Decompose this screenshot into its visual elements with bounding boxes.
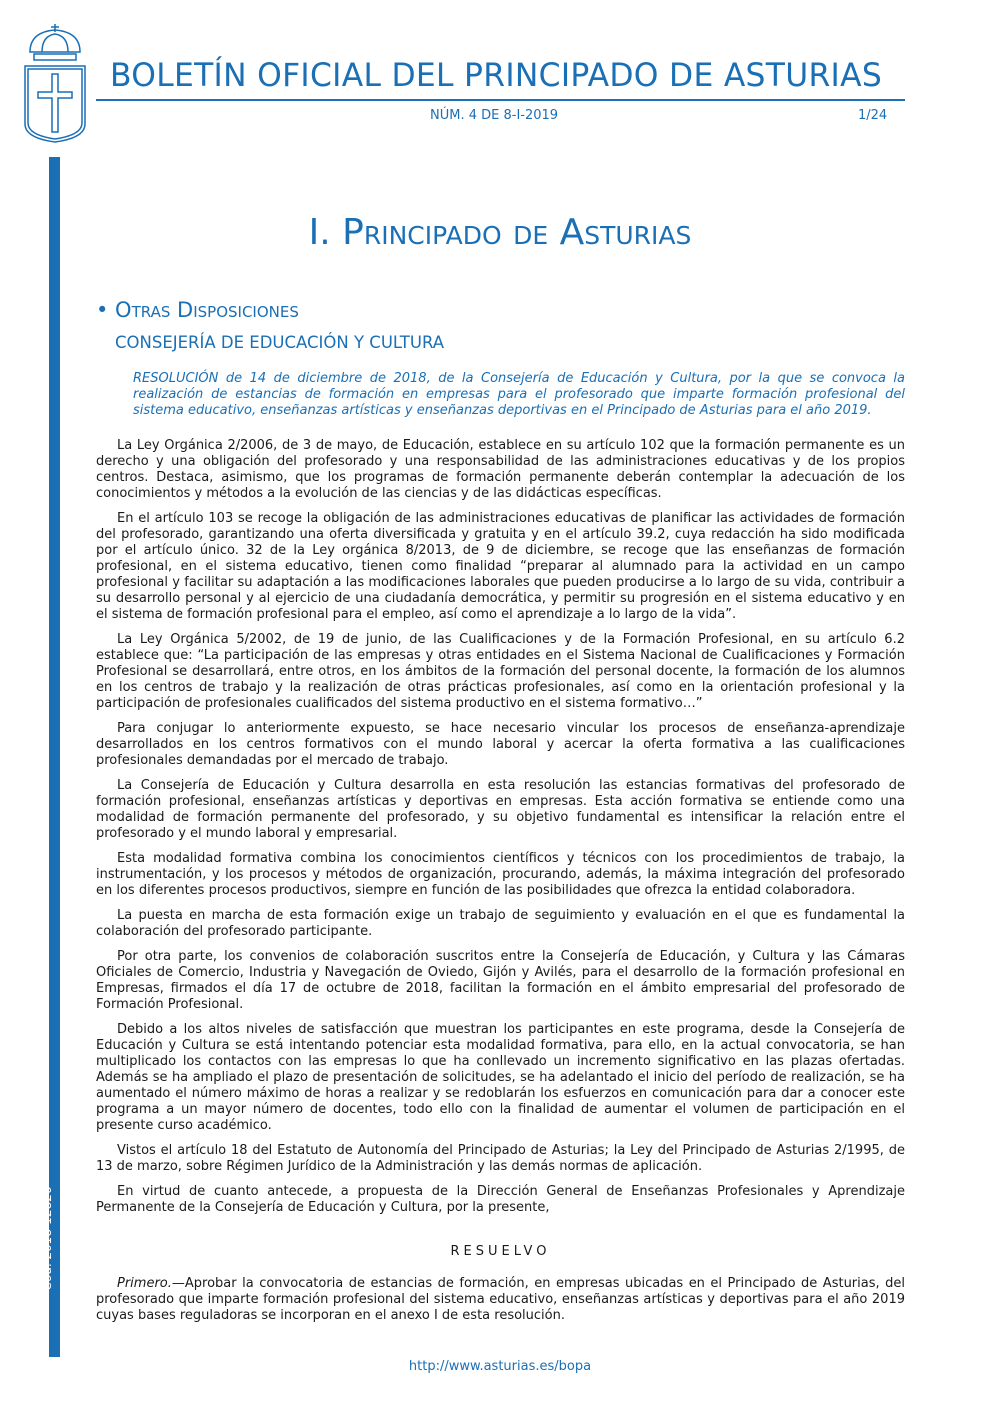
issue-number: NÚM. 4 DE 8-I-2019 [430,108,559,123]
subsection-heading: • Otras Disposiciones [96,298,299,322]
side-bar [49,157,60,1357]
paragraph: La Ley Orgánica 5/2002, de 19 de junio, de las Cualificaciones y de la Formación Profesional, en su artículo 6.2 establece que: “La participación de las empresas y otras entidades en el Sistema Nacional de Cualificaciones y Formación Profesional se desarrollará, entre otros, en los ámbitos de la formación del personal docente, la formación de los alumnos en los centros de trabajo y la realización de otras prácticas profesionales, así como en la orientación profesional y la participación de profesionales cualificados del sistema productivo en el sistema formativo…” [96,632,905,711]
resuelvo-heading: RESUELVO [450,1244,551,1259]
paragraph: Vistos el artículo 18 del Estatuto de Autonomía del Principado de Asturias; la Ley del Principado de Asturias 2/1995, de 13 de marzo, sobre Régimen Jurídico de la Administración y las demás normas de aplicación. [96,1143,905,1174]
department-heading: CONSEJERÍA DE EDUCACIÓN Y CULTURA [115,333,445,352]
paragraph: La Ley Orgánica 2/2006, de 3 de mayo, de Educación, establece en su artículo 102 que la formación permanente es un derecho y una obligación del profesorado y una responsabilidad de las administraciones educativas y de los propios centros. Destaca, asimismo, que los programas de formación permanente deberán contemplar la adecuación de los conocimientos y métodos a la evolución de las ciencias y de las didácticas específicas. [96,438,905,501]
paragraph: Esta modalidad formativa combina los conocimientos científicos y técnicos con los procedimientos de trabajo, la instrumentación, y los procesos y métodos de organización, procurando, además, la máxima integración del profesorado en los diferentes procesos productivos, siempre en función de las posibilidades que ofrezca la entidad colaboradora. [96,851,905,898]
paragraph: La Consejería de Educación y Cultura desarrolla en esta resolución las estancias formativas del profesorado de formación profesional, enseñanzas artísticas y deportivas en empresas. Esta acción formativa se entiende como una modalidad de formación permanente del profesorado, y su objetivo fundamental es intensificar la relación entre el profesorado y el mundo laboral y empresarial. [96,778,905,841]
paragraph: En el artículo 103 se recoge la obligación de las administraciones educativas de planificar las actividades de formación del profesorado, garantizando una oferta diversificada y gratuita y en el artículo 39.2, cuya redacción ha sido modificada por el artículo único. 32 de la Ley orgánica 8/2013, de 9 de diciembre, se recoge que las enseñanzas de formación profesional, en el sistema educativo, tienen como finalidad “preparar al alumnado para la actividad en un campo profesional y facilitar su adaptación a las modificaciones laborales que pueden producirse a lo largo de su vida, contribuir a su desarrollo personal y al ejercicio de una ciudadanía democrática, y permitir su progresión en el sistema educativo y en el sistema de formación profesional para el empleo, así como el aprendizaje a lo largo de la vida”. [96,511,905,622]
bulletin-title: BOLETÍN OFICIAL DEL PRINCIPADO DE ASTURIAS [110,56,883,94]
header-divider [96,99,905,101]
paragraph-primero [96,1276,905,1324]
section-heading: I. Principado de Asturias [308,212,692,253]
paragraph: Para conjugar lo anteriormente expuesto, se hace necesario vincular los procesos de enseñanza-aprendizaje desarrollados en los centros formativos con el mundo laboral y acercar la oferta formativa a las cualificaciones profesionales demandadas por el mercado de trabajo. [96,721,905,768]
paragraph: En virtud de cuanto antecede, a propuesta de la Dirección General de Enseñanzas Profesionales y Aprendizaje Permanente de la Consejería de Educación y Cultura, por la presente, [96,1184,905,1215]
paragraph: Debido a los altos niveles de satisfacción que muestran los participantes en este programa, desde la Consejería de Educación y Cultura se está intentando potenciar esta modalidad formativa, para ello, en la actual convocatoria, se han multiplicado los contactos con las empresas lo que ha conllevado un incremento significativo en las plazas ofertadas. Además se ha ampliado el plazo de presentación de solicitudes, se ha adelantado el inicio del período de realización, se ha aumentado el número máximo de horas a realizar y se redoblarán los esfuerzos en comunicación para dar a conocer este programa a un mayor número de docentes, todo ello con la finalidad de aumentar el volumen de participación en el presente curso académico. [96,1022,905,1133]
paragraph: La puesta en marcha de esta formación exige un trabajo de seguimiento y evaluación en el que es fundamental la colaboración del profesorado participante. [96,908,905,939]
paragraph: Por otra parte, los convenios de colaboración suscritos entre la Consejería de Educación, y Cultura y las Cámaras Oficiales de Comercio, Industria y Navegación de Oviedo, Gijón y Avilés, para el desarrollo de la formación profesional en Empresas, firmados el día 17 de octubre de 2018, facilitan la formación en el ámbito empresarial del profesorado de Formación Profesional. [96,949,905,1012]
primero-text: —Aprobar la convocatoria de estancias de formación, en empresas ubicadas en el Principado de Asturias, del profesorado que imparte formación profesional del sistema educativo, enseñanzas artísticas y deportivas para el año 2019 cuyas bases reguladoras se incorporan en el anexo I de esta resolución. [96,1276,905,1323]
resolution-title: RESOLUCIÓN de 14 de diciembre de 2018, de la Consejería de Educación y Cultura, por la que se convoca la realización de estancias de formación en empresas para el profesorado que imparte formación profesional del sistema educativo, enseñanzas artísticas y enseñanzas deportivas en el Principado de Asturias para el año 2019. [133,371,905,418]
primero-label: Primero. [117,1276,172,1291]
asturias-coat-of-arms-logo [22,24,88,144]
page-number: 1/24 [858,108,888,123]
document-body [96,438,905,1333]
document-code: Cód. 2018-12826 [40,1185,54,1290]
bopa-url-link[interactable]: http://www.asturias.es/bopa [408,1359,592,1374]
